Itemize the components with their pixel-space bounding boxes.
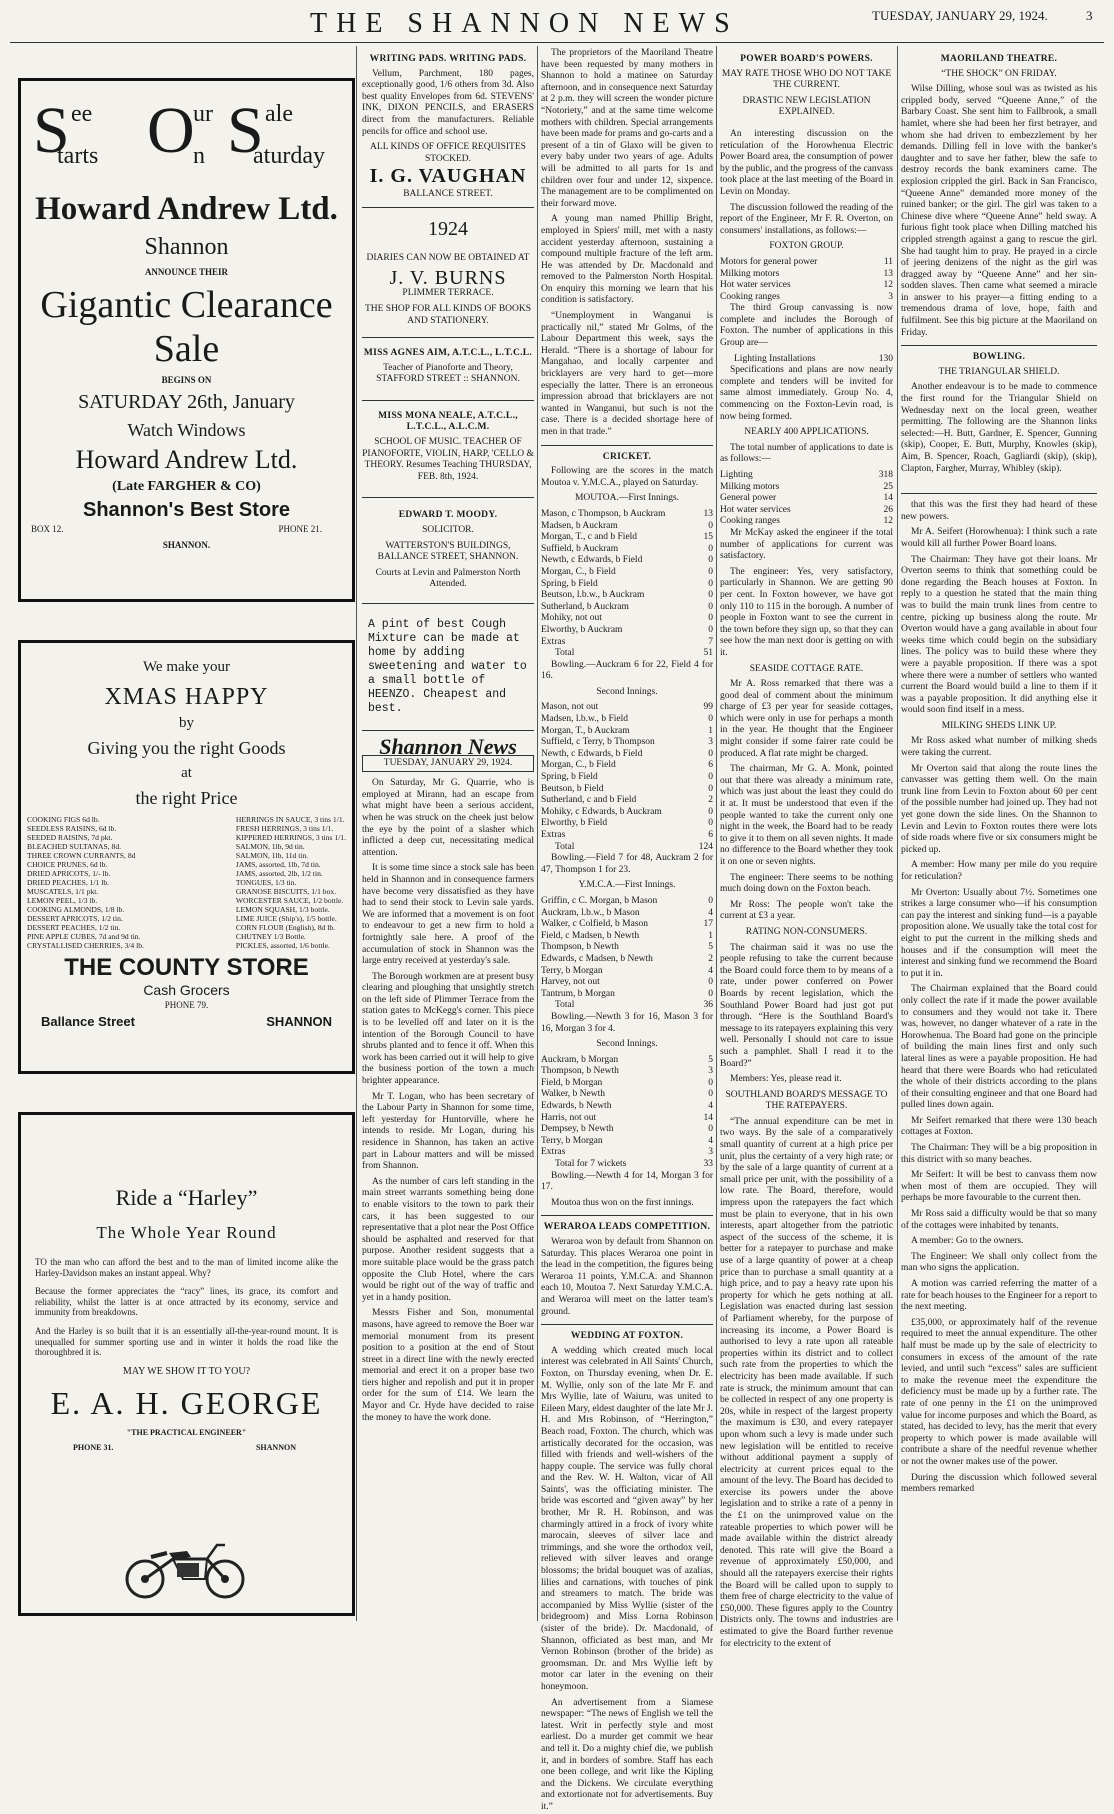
score-row: Auckram, b Morgan 5 — [541, 1054, 713, 1065]
milking-heading: MILKING SHEDS LINK UP. — [941, 720, 1057, 731]
score-row: Tantrum, b Morgan 0 — [541, 988, 713, 999]
moutoa-first-innings-heading: MOUTOA.—First Innings. — [574, 493, 680, 504]
price-item: SALMON, 1lb, 11d tin. — [235, 851, 309, 860]
price-item: COOKING ALMONDS, 1/8 lb. — [27, 905, 125, 914]
xmas-happy: XMAS HAPPY — [104, 684, 269, 710]
news-paragraph: The Borough workmen are at present busy clearing and ploughing that unsightly stretch on the left side of Plimmer Terrace from the station gates to McKegg's corner. This piece is to be levelled off and later on it is the intention of the Borough Council to have shrubs planted and to fence it off. When this work has been carried out it will help to give the business portion of the town a much brighter appearance. — [362, 971, 534, 1087]
price-item: LIME JUICE (Ship's), 1/5 bottle. — [235, 914, 337, 923]
news-paragraph: On Saturday, Mr G. Quarrie, who is employed at Mirann, had an escape from what might have been a serious accident, when he was struck on the cheek just below the eye by the point of a slasher which inflicted a deep cut, necessitating medical attention. — [362, 778, 534, 858]
shannon-news-title: Shannon News — [379, 734, 517, 759]
price-item: CHOICE PRUNES, 6d lb. — [27, 860, 108, 869]
score-row: Extras 7 — [541, 636, 713, 647]
score-row: Beutson, l.b.w., b Auckram 0 — [541, 590, 713, 601]
wedding-text: A wedding which created much local interest was celebrated in All Saints' Church, Foxton, on Thursday evening, when Dr. E. M. Wyllie, only son of the late Mr F. and Mrs Wyllie, late of Waiuru, was united to Eileen Mary, eldest daughter of the late Mr J. H. and Mrs Robinson, of “Herrington,” Beach road, Foxton. The church, which was artistically decorated for the occasion, was filled with friends and well-wishers of the happy couple. The service was fully choral and the Rev. W. H. Walton, vicar of All Saints', was the officiating minister. The bride was escorted and “given away” by her brother, Mr R. H. Robinson, and was charmingly attired in a frock of ivory white marocain, sleeves of silver lace and trimmings, and she wore the orthodox veil, relieved with silver leaves and orange blossoms; the bridal bouquet was of azalias, lilies and carnations, with touches of pink and streamers to match. The bride was accompanied by Miss Wyllie (sister of the bridegroom) and Miss Lorna Robinson (sister of the bride). Dr. Macdonald, of Shannon, officiated as best man, and Mr Vernon Robinson (brother of the bride) as groomsman. Dr. and Mrs Wyllie left by motor car later in the evening on their honeymoon. — [541, 1345, 713, 1692]
news-paragraph: The Chairman: They have got their loans. Mr Overton seems to think that something could be done regarding the Beach houses at Foxton. In reply to a question he stated that the main thing was to build the main trunk lines from centre to centre, picking up business along the route. Mr Overton would have a gang available in about four weeks time which could begin on the subsidiary lines. The policy was to build these where they were a payable proposition. If there was a spot where there were a number of settlers who wanted current the Board would build a line to them if it was a payable proposition. It did anything else it would soon find itself in a mess. — [901, 554, 1097, 716]
price-item: HERRINGS IN SAUCE, 3 tins 1/1. — [235, 815, 345, 824]
firm-town: Shannon — [144, 234, 229, 260]
ymca-first-bowling: Bowling.—Newth 3 for 16, Mason 3 for 16, Morgan 3 for 4. — [541, 1011, 713, 1034]
news-paragraph: Mr A. Seifert (Horowhenua): I think such a rate would kill all further Power Board loans. — [901, 527, 1097, 549]
county-store-name: THE COUNTY STORE — [64, 954, 309, 981]
score-row: Suffield, c Terry, b Thompson 3 — [541, 737, 713, 748]
clearance-headline: Gigantic Clearance — [40, 284, 333, 326]
application-row: Milking motors 25 — [720, 481, 893, 492]
application-row: Hot water services 26 — [720, 504, 893, 515]
right-price: the right Price — [135, 788, 238, 808]
score-row: Spring, b Field 0 — [541, 578, 713, 589]
harley-headline: Ride a “Harley” — [115, 1185, 258, 1210]
moutoa-second-bowling: Bowling.—Field 7 for 48, Auckram 2 for 47, Thompson 1 for 23. — [541, 853, 713, 875]
moutoa-first-innings — [541, 509, 713, 648]
foxton-group-heading: FOXTON GROUP. — [769, 241, 844, 252]
application-row: General power 14 — [720, 493, 893, 504]
masthead-rule — [10, 42, 1104, 43]
score-row: Harris, not out 14 — [541, 1112, 713, 1123]
price-list-left — [27, 815, 144, 950]
score-row: Morgan, C., b Field 6 — [541, 760, 713, 771]
score-row: Elworthy, b Auckram 0 — [541, 624, 713, 635]
score-row: Edwards, b Newth 4 — [541, 1101, 713, 1112]
diaries-text: DIARIES CAN NOW BE OBTAINED AT — [366, 253, 530, 264]
bowling-heading: BOWLING. — [972, 352, 1026, 363]
score-row: Morgan, T., b Auckram 1 — [541, 725, 713, 736]
score-row: Madsen, l.b.w., b Field 0 — [541, 714, 713, 725]
news-paragraph: The chairman said it was no use the people refusing to take the current because the Board could force them to by means of a rate, under power conferred on Power Boards by recent legislation, which the Southland Power Board had just got put through. “Here is the Southland Board's message to its ratepayers explaining this very well. Personally I should not care to issue such a pamphlet. Shall I read it to the Board?” — [720, 942, 893, 1069]
milking-paragraphs — [901, 736, 1097, 1495]
best-store: Shannon's Best Store — [82, 499, 290, 521]
column-rule — [356, 46, 357, 1621]
price-item: LEMON SQUASH, 1/3 bottle. — [235, 905, 330, 914]
score-row: Walker, c Colfield, b Mason 17 — [541, 919, 713, 930]
burns-shop: THE SHOP FOR ALL KINDS OF BOOKS AND STATIONERY. — [364, 303, 532, 326]
price-item: SALMON, 1lb, 9d tin. — [235, 842, 305, 851]
price-item: DESSERT APRICOTS, 1/2 tin. — [27, 914, 123, 923]
theatre-heading: MAORILAND THEATRE. — [940, 54, 1058, 64]
score-total: Total 124 — [555, 841, 713, 852]
score-row: Mohiky, c Edwards, b Auckram 0 — [541, 806, 713, 817]
theatre-text: Wilse Dilling, whose soul was as twisted as his crippled body, served “Queene Anne,” of the Barbary Coast. She sent him to Fallbrook, a small hamlet, where she had been her first betrayer, and whom she had driven to embezzlement by her demands. Dilling fell in love with the banker's daughter and to save her father, blew the safe to destroy records the bank examiners came. The explosion crippled the girl. Back in San Francisco, “Queene Anne” demanded more money of the ruined banker; or the girl. The girl was taken to a Chinese dive where “Queene Anne” held sway. A furious fight took place when Dilling matched his crippled strength against a gang to rescue the girl. She had taught him to pray. He prayed in a circle of jeering denizens of the night as the girl was dragged away by “Queene Anne” and her sin-sodden slaves. Then came what seemed a miracle in answer to his prayer—a fitting ending to a tremendous drama of love, hope, faith and fulfilment. See this big picture at the Maoriland on Friday. — [901, 84, 1097, 338]
howard-andrew-advertisement — [18, 78, 355, 602]
specifications: Specifications and plans are now nearly complete and tenders will be invited for same almost immediately. Group No. 4, commencing on the Foxton-Levin road, is now being formed. — [720, 365, 893, 422]
score-row: Walker, b Newth 0 — [541, 1089, 713, 1100]
wedding-heading: WEDDING AT FOXTON. — [570, 1331, 684, 1342]
news-paragraph: “Unemployment in Wanganui is practically nil,” stated Mr Golms, of the Labour Department this week, says the Herald. “There is a shortage of labour for Mangahao, and locally carpenter and bricklayers are very hard to get—more especially the latter. There is an erroneous impression abroad that bricklayers are not wanted in Wanganui, but such is not the case. There is a decided shortage here of men in that trade.” — [541, 311, 713, 437]
application-row: Cooking ranges 3 — [720, 291, 893, 302]
column-rule — [716, 46, 717, 1621]
news-paragraph: The proprietors of the Maoriland Theatre have been requested by many mothers in Shannon to hold a matinee on Saturday afternoon, and in consequence next Saturday at 2 p.m. they will screen the wonder picture “Notoriety,” and at the same time welcome mothers with children. Special arrangements have been made for prams and go-carts and a present of a tin of Glaxo will be given to every baby under two years of age. Adults will be admitted to all parts for 1s and children over four and under 12, sixpence. The management are to be complimented on their forward move. — [541, 48, 713, 209]
cricket-intro: Following are the scores in the match Moutoa v. Y.M.C.A., played on Saturday. — [541, 466, 713, 488]
application-row: Lighting 318 — [720, 470, 893, 480]
score-total: Total 51 — [555, 648, 713, 659]
score-row: Auckram, l.b.w., b Mason 4 — [541, 907, 713, 918]
news-paragraph: Members: Yes, please read it. — [730, 1074, 842, 1085]
application-row: Hot water services 12 — [720, 280, 893, 291]
news-paragraph: Mr Ross said a difficulty would be that so many of the cottages were inhabited by tenants. — [901, 1209, 1097, 1231]
practical-engineer: "THE PRACTICAL ENGINEER" — [126, 1427, 247, 1437]
may-we-show: MAY WE SHOW IT TO YOU? — [122, 1365, 251, 1377]
rating-heading: RATING NON-CONSUMERS. — [745, 926, 868, 937]
harley-para-2: Because the former appreciates the “racy” lines, its grace, its comfort and reliability, whilst the latter is at once attracted by its economy, service and immunity from breakdowns. — [35, 1286, 338, 1318]
news-paragraph: The Chairman: They will be a big proposition in this district with so many beaches. — [901, 1143, 1097, 1165]
local-paragraphs — [541, 48, 713, 439]
score-row: Spring, b Field 0 — [541, 772, 713, 783]
xmas-line-1: We make your — [142, 659, 231, 675]
begins-on: BEGINS ON — [161, 375, 212, 385]
box-number: BOX 12. — [31, 524, 64, 534]
ymca-second-bowling: Bowling.—Newth 4 for 14, Morgan 3 for 17. — [541, 1170, 713, 1193]
news-paragraph: Mr A. Ross remarked that there was a good deal of comment about the minimum charge of £3 per year for seaside cottages, which were only in use for perhaps a month in the year. He thought that the Engineer might consider if some fairer rate could be produced. A flat rate might be charged. — [720, 679, 893, 759]
news-paragraph: A member: Go to the owners. — [911, 1236, 1024, 1247]
score-row: Dempsey, b Newth 0 — [541, 1124, 713, 1135]
xmas-by: by — [179, 715, 194, 731]
news-paragraph: Mr Overton: Usually about 7½. Sometimes one strikes a large consumer who—if his consumption can pay the interest and sinking fund—is a payable proposition alone. We usually take the total cost for eight to put the current in the milking sheds and houses and if the consumption will meet the interest and sinking fund we recommend the Board to put it in. — [901, 887, 1097, 979]
price-item: KIPPERED HERRINGS, 3 tins 1/1. — [235, 833, 346, 842]
moody-heading: EDWARD T. MOODY. — [398, 510, 498, 521]
page-number: 3 — [1086, 8, 1093, 23]
score-row: Mason, c Thompson, b Auckram 13 — [541, 508, 713, 519]
burns-street: PLIMMER TERRACE. — [402, 288, 494, 299]
score-row: Newth, c Edwards, b Field 0 — [541, 555, 713, 566]
neale-text: SCHOOL OF MUSIC. TEACHER OF PIANOFORTE, VIOLIN, HARP, 'CELLO & THEORY. Resumes Teaching THURSDAY, FEB. 8th, 1924. — [362, 437, 534, 482]
score-row: Thompson, b Newth 3 — [541, 1066, 713, 1077]
news-paragraph: The Engineer: We shall only collect from the man who signs the application. — [901, 1251, 1097, 1274]
news-paragraph: A young man named Phillip Bright, employed in Spiers' mill, met with a nasty accident yesterday afternoon, sustaining a compound multiple fracture of the left arm. He was attended by Dr. Macdonald and removed to the Palmerston North Hospital. On enquiry this morning we learn that his condition is satisfactory. — [541, 214, 713, 306]
price-item: JAMS, assorted, 2lb, 1/2 tin. — [235, 869, 323, 878]
office-requisites: ALL KINDS OF OFFICE REQUISITES STOCKED. — [370, 142, 526, 164]
county-phone: PHONE 79. — [164, 1000, 209, 1010]
harley-subhead: The Whole Year Round — [96, 1223, 277, 1242]
score-row: Field, b Morgan 0 — [541, 1077, 713, 1088]
price-item: MUSCATELS, 1/1 pkt. — [27, 887, 99, 896]
score-row: Beutson, b Field 0 — [541, 783, 713, 794]
score-row: Terry, b Morgan 4 — [541, 965, 713, 976]
score-row: Madsen, b Auckram 0 — [541, 520, 713, 531]
george-name: E. A. H. GEORGE — [50, 1384, 323, 1421]
applications-list — [720, 470, 893, 528]
burns-name: J. V. BURNS — [389, 266, 507, 289]
cricket-heading: CRICKET. — [602, 451, 652, 462]
news-paragraph: Mr Ross: The people won't take the current at £3 a year. — [720, 899, 893, 922]
score-row: Suffield, b Auckram 0 — [541, 543, 713, 554]
foxton-list — [720, 257, 893, 303]
mckay-question: Mr McKay asked the engineer if the total number of applications for current was satisfactory. — [720, 527, 893, 562]
nearly-400-text: The total number of applications to date is as follows:— — [720, 442, 893, 465]
power-board-heading: POWER BOARD'S POWERS. — [740, 54, 873, 64]
moutoa-first-bowling: Bowling.—Auckram 6 for 22, Field 4 for 16. — [541, 659, 713, 682]
george-town: SHANNON — [255, 1442, 296, 1452]
ymca-second-innings — [541, 1055, 713, 1159]
price-item: DESSERT PEACHES, 1/2 tin. — [27, 923, 121, 932]
price-item: LEMON PEEL, 1/3 lb. — [27, 896, 98, 905]
score-row: Edwards, c Madsen, b Newth 2 — [541, 953, 713, 964]
score-total: Total 36 — [555, 1000, 713, 1011]
news-paragraph: Mr Ross asked what number of milking sheds were taking the current. — [901, 736, 1097, 759]
score-row: Extras 6 — [541, 830, 713, 840]
news-paragraph: It is some time since a stock sale has been held in Shannon and in consequence farmers have become very dissatisfied as they have had to send their stock to Levin sale yards. We are informed that a movement is on foot to endeavour to get a new firm to hold a fortnightly sale here. A proof of the accumulation of stock in Shannon was the large entry received at yesterday's sale. — [362, 863, 534, 967]
news-paragraph: A member: How many per mile do you require for reticulation? — [901, 860, 1097, 882]
harley-advertisement — [18, 1112, 355, 1616]
firm-name-2: Howard Andrew Ltd. — [75, 445, 298, 474]
score-row: Mason, not out 99 — [541, 702, 713, 713]
news-paragraph: During the discussion which followed several members remarked — [901, 1472, 1097, 1495]
ballance-street: Ballance Street — [41, 1014, 135, 1029]
price-item: WORCESTER SAUCE, 1/2 bottle. — [235, 896, 344, 905]
column-2 — [362, 48, 534, 1618]
score-row: Sutherland, b Auckram 0 — [541, 601, 713, 612]
price-item: THREE CROWN CURRANTS, 8d — [27, 851, 136, 860]
score-row: Extras 3 — [541, 1147, 713, 1158]
application-row: Motors for general power 11 — [720, 256, 893, 267]
seaside-paragraphs — [720, 679, 893, 923]
firm-name: Howard Andrew Ltd. — [35, 191, 338, 227]
score-row: Newth, c Edwards, b Field 0 — [541, 748, 713, 759]
power-intro-2: The discussion followed the reading of the report of the Engineer, Mr F. R. Overton, on consumers' installations, as follows:— — [720, 202, 893, 236]
price-item: CHUTNEY 1/3 Bottle. — [235, 932, 306, 941]
score-row: Field, c Madsen, b Newth 1 — [541, 930, 713, 941]
news-paragraph: Mr T. Logan, who has been secretary of the Labour Party in Shannon for some time, left yesterday for Huntorville, where he intends to reside. Mr Logan, during his residence in Shannon, has taken an active part in Labour matters and will be missed from Shannon. — [362, 1091, 534, 1172]
news-paragraph: Mr Overton said that along the route lines the canvasser was getting them well. On the main trunk line from Levin to Foxton about 60 per cent of the possible number had joined up. They had not yet gone down the side lines. On the Shannon to Levin and Levin to Foxton routes there were lots of side roads where five or six consumers might be picked up. — [901, 763, 1097, 855]
lighting-installations: Lighting Installations 130 — [734, 353, 893, 364]
price-item: CORN FLOUR (English), 8d lb. — [235, 923, 336, 932]
seaside-heading: SEASIDE COTTAGE RATE. — [749, 663, 864, 674]
weraroa-text: Weraroa won by default from Shannon on Saturday. This places Weraroa one point in the lead in the competition, the figures being Weraroa 11 points, Y.M.C.A. and Shannon each 10, Moutoa 7. Next Saturday Y.M.C.A. and Weraroa will meet on the latter team's ground. — [541, 1237, 713, 1317]
moutoa-second-innings-heading: Second Innings. — [596, 686, 658, 697]
news-paragraph: Mr Seifert: It will be best to canvass them now when most of them are occupied. They will perhaps be more favourable to the current then. — [901, 1170, 1097, 1204]
power-board-sub-1: MAY RATE THOSE WHO DO NOT TAKE THE CURRENT. — [721, 68, 892, 91]
score-row: Sutherland, c and b Field 2 — [541, 795, 713, 806]
sale-date: SATURDAY 26th, January — [78, 391, 295, 413]
harley-para-3: And the Harley is so built that it is an essentially all-the-year-round mount. It is unequalled for summer sporting use and in winter it holds the road like the thoroughbred it is. — [35, 1325, 338, 1358]
issue-date: TUESDAY, JANUARY 29, 1924. — [872, 8, 1048, 23]
shannon-footer: SHANNON. — [162, 540, 211, 550]
county-town: SHANNON — [266, 1014, 332, 1029]
southland-heading: SOUTHLAND BOARD'S MESSAGE TO THE RATEPAYERS. — [725, 1089, 888, 1112]
price-item: FRESH HERRINGS, 3 tins 1/1. — [235, 824, 334, 833]
late-fargher: (Late FARGHER & CO) — [112, 479, 261, 494]
ymca-first-innings — [541, 896, 713, 1000]
weraroa-heading: WERAROA LEADS COMPETITION. — [543, 1222, 711, 1233]
diary-year: 1924 — [428, 217, 468, 240]
motorcycle-illustration — [121, 1533, 251, 1603]
cricket-result: Moutoa thus won on the first innings. — [551, 1197, 694, 1208]
application-row: Cooking ranges 12 — [720, 516, 893, 527]
application-row: Milking motors 13 — [720, 268, 893, 279]
price-list — [21, 809, 352, 950]
nearly-400-heading: NEARLY 400 APPLICATIONS. — [744, 427, 869, 438]
price-item: TONGUES, 1/3 tin. — [235, 878, 297, 887]
see-our-sale-lettering: S ee tarts O ur n S ale aturday — [33, 94, 325, 169]
vaughan-street: BALLANCE STREET. — [403, 188, 493, 199]
ymca-second-innings-heading: Second Innings. — [596, 1039, 658, 1050]
news-paragraph: As the number of cars left standing in the main street warrants something being done to enable visitors to the town to park their cars, it has been suggested to our representative that a plot near the Post Office should be asphalted and reserved for that purpose. Another resident suggests that a more suitable place would be the grass patch opposite the Club Hotel, where the cars would be right out of the way of traffic and yet in a handy position. — [362, 1176, 534, 1303]
score-row: Elworthy, b Field 0 — [541, 818, 713, 829]
xmas-at: at — [181, 765, 192, 781]
moutoa-second-innings — [541, 702, 713, 841]
news-paragraph: A motion was carried referring the matter of a rate for beach houses to the Engineer for a report to the next meeting. — [901, 1279, 1097, 1313]
ymca-first-innings-heading: Y.M.C.A.—First Innings. — [578, 880, 676, 891]
neale-heading: MISS MONA NEALE, A.T.C.L., L.T.C.L., A.L.C.M. — [378, 410, 518, 433]
news-paragraph: The chairman, Mr G. A. Monk, pointed out that there was already a minimum rate, which was just about the least they could do it at. It must be understood that even if the people wanted to take the current only one night in the week, the Board had to be ready to give it to them on all seven nights. It made no difference to the Board whether they took it on one or seven nights. — [720, 764, 893, 867]
score-row: Thompson, b Newth 5 — [541, 942, 713, 953]
price-item: DRIED APRICOTS, 1/- lb. — [27, 869, 111, 878]
moody-text: WATTERSTON'S BUILDINGS, BALLANCE STREET, SHANNON. — [377, 540, 519, 563]
sale-headline: Sale — [153, 328, 220, 370]
price-item: SEEDED RAISINS, 7d pkt. — [27, 833, 113, 842]
price-item: PICKLES, assorted, 1/6 bottle. — [235, 941, 330, 950]
harley-para-1: TO the man who can afford the best and to the man of limited income alike the Harley-Davidson makes an instant appeal. Why? — [35, 1257, 338, 1278]
column-3 — [541, 48, 713, 1812]
news-paragraph: £35,000, or approximately half of the revenue required to meet the annual expenditure. The other half must be made up by the sale of electricity to consumers in excess of the amount of the rate levied, and until such “excess” sales are sufficient to make the revenue meet the expenditure the deficiency must be made up by a further rate. The rate of one penny in the £1 on the unimproved value for income purposes and which the Board, as stated, has decided to levy, has the merit that every property to which power is made available will contribute a share of the needful revenue whether or not the owner makes use of the power. — [901, 1317, 1097, 1467]
price-list-right — [236, 815, 346, 950]
bowling-text: Another endeavour is to be made to commence the first round for the Triangular Shield on Wednesday next on the local green, weather permitting. The following are the Shannon links selected:—H. Butt, Gardner, E. Spencer, Gunning (skip), Cooper, E. Butt, Murphy, Knowles (skip), Aim, B. Spencer, Roach, Gagliardi (skip), (skip), Clapton, Fargher, Murray, Whibley (skip). — [901, 382, 1097, 474]
power-continued — [901, 500, 1097, 717]
column-rule — [897, 46, 898, 1621]
power-intro: An interesting discussion on the reticulation of the Horowhenua Electric Power Board area, the consumption of power by the public, and the progress of the canvass took place at the last meeting of the Board in Levin on Monday. — [720, 128, 893, 197]
news-paragraph: that this was the first they had heard of these new powers. — [901, 500, 1097, 522]
engineer-reply: The engineer: Yes, very satisfactory, particularly in Shannon. We are getting 90 per cent. In Foxton however, we have got only 110 to 115 in the borough. A number of people in Foxton want to see the current in the town before they sign up, so that they can see how the man next door is getting on with it. — [720, 566, 893, 658]
column-5 — [901, 48, 1097, 1618]
theatre-sub: “THE SHOCK” ON FRIDAY. — [941, 68, 1057, 79]
right-goods: Giving you the right Goods — [87, 738, 286, 758]
price-item: JAMS, assorted, 1lb, 7d tin. — [235, 860, 321, 869]
score-row: Harvey, not out 0 — [541, 977, 713, 988]
price-item: GRANOSE BISCUITS, 1/1 box. — [235, 887, 337, 896]
masthead — [0, 0, 1114, 44]
column-4 — [720, 48, 893, 1649]
price-item: PINE APPLE CUBES, 7d and 9d tin. — [27, 932, 141, 941]
score-row: Morgan, T., c and b Field 15 — [541, 532, 713, 543]
news-paragraph: Messrs Fisher and Son, monumental masons, have agreed to remove the Boer war memorial monument from its present position to a position at the end of Stout street in a direct line with the newly erected memorial and erect it on a proper base two tiers higher and repolish and put it in proper order for the sum of £14. We learn the Mayor and Cr. Hyde have decided to raise the money to have the work done. — [362, 1308, 534, 1423]
third-group: The third Group canvassing is now complete and includes the Borough of Foxton. The number of applications in this Group are— — [720, 303, 893, 349]
southland-message: “The annual expenditure can be met in two ways. By the sale of a comparatively small quantity of current at a high price per unit, plus the certainty of a very high rate; or by the sale of a large quantity of current at a small price per unit, with the possibility of a low rate. The Board, therefore, would impress upon the ratepayers the fact which must be plain to everyone, that in his own interests, apart altogether from the patriotic aspect of the success of the scheme, it is better for a ratepayer to purchase and make use of a large quantity of power at a cheap price than to purchase a small quantity at a high price, and to pay a heavy rate upon his property for which he gets nothing at all. Legislation was enacted during last session of Parliament whereby, for the purpose of increasing its income, a Power Board is authorised to levy a rate upon all rateable properties within its district and to collect such rate from the properties to which the electricity has been made available. If such rate is struck, the minimum amount that can be collected in respect of any one property is 20s, while in respect of the largest property the maximum is £30, and every ratepayer upon whom such a levy is made under such new legislation will be entitled to receive without additional payment a supply of electricity at current prices equal to the amount of the levy. The Board has decided to exercise its powers under the above legislation and to strike a rate of a penny in the £1 on the unimproved value on the rateable properties to which power will be made available within the district already denoted. This rate will give the Board a revenue of approximately £50,000, and should all the ratepayers exercise their rights the Board will be called upon to supply to them free of charge electricity to the value of £50,000. These figures apply to the Country Districts only. The towns and industries are estimated to give the Board further revenue for electricity to the extent of — [720, 1116, 893, 1649]
score-row: Griffin, c C. Morgan, b Mason 0 — [541, 895, 713, 906]
news-paragraph: The engineer: There seems to be nothing much doing down on the Foxton beach. — [720, 872, 893, 895]
vaughan-name: I. G. VAUGHAN — [369, 165, 527, 188]
price-item: SEEDLESS RAISINS, 6d lb. — [27, 824, 117, 833]
score-row: Morgan, C., b Field 0 — [541, 566, 713, 577]
shannon-news-items — [362, 778, 534, 1424]
price-item: COOKING FIGS 6d lb. — [27, 815, 100, 824]
price-item: DRIED PEACHES, 1/1 lb. — [27, 878, 110, 887]
power-board-sub-2: DRASTIC NEW LEGISLATION EXPLAINED. — [742, 95, 871, 118]
aim-text: Teacher of Pianoforte and Theory, STAFFORD STREET :: SHANNON. — [376, 362, 520, 385]
writing-pads-text: Vellum, Parchment, 180 pages, exceptionally good, 1/6 others from 3d. Also best quality Envelopes from 6d. STEVENS' INK, DIXON PENCILS, and ERASERS direct from the manufacturers. Reliable pencils for office and school use. — [362, 68, 534, 137]
shannon-news-date: TUESDAY, JANUARY 29, 1924. — [362, 755, 534, 773]
county-store-advertisement — [18, 640, 355, 1074]
announce-text: ANNOUNCE THEIR — [144, 267, 229, 277]
newspaper-title: THE SHANNON NEWS — [310, 8, 739, 39]
price-item: BLEACHED SULTANAS, 8d. — [27, 842, 122, 851]
bowling-sub: THE TRIANGULAR SHIELD. — [938, 366, 1060, 377]
phone-number: PHONE 21. — [278, 524, 322, 534]
writing-pads-heading: WRITING PADS. WRITING PADS. — [369, 54, 527, 64]
price-item: CRYSTALLISED CHERRIES, 3/4 lb. — [27, 941, 144, 950]
score-total: Total for 7 wickets 33 — [555, 1159, 713, 1170]
aim-heading: MISS AGNES AIM, A.T.C.L., L.T.C.L. — [363, 348, 533, 359]
cash-grocers: Cash Grocers — [143, 982, 230, 998]
news-paragraph: Mr Seifert remarked that there were 130 beach cottages at Foxton. — [901, 1115, 1097, 1138]
moody-sub: SOLICITOR. — [422, 525, 474, 536]
column-rule — [537, 46, 538, 1621]
watch-windows: Watch Windows — [127, 420, 246, 440]
george-phone: PHONE 31. — [73, 1442, 114, 1452]
news-paragraph: The Chairman explained that the Board could only collect the rate if it made the power available to consumers and they would not take it. There was, however, no danger whatever of a rate in the Horowhenua. The Board had gone on the principle of building the main lines first and only such lateral lines as were a payable proposition. He had heard that there were Boards who had reticulated the whole of their districts according to the plans of their consulting engineer and that one Board had pulled lines down again. — [901, 984, 1097, 1111]
cough-mixture-ad: A pint of best Cough Mixture can be made at home by adding sweetening and water to a small bottle of HEENZO. Cheapest and best. — [368, 618, 527, 715]
rating-paragraphs — [720, 943, 893, 1086]
siamese-advert: An advertisement from a Siamese newspaper: “The news of English we tell the latest. Writ in perfectly style and most earliest. Do a murder get commit we hear and tell it. Do a mighty chief die, we publish it, and in borders of sombre. Staff has each one been college, and writ like the Kipling and the Dickens. We circulate everything and extortionate not for advertisements. Buy it.” — [541, 1697, 713, 1812]
score-row: Mohiky, not out 0 — [541, 613, 713, 624]
moody-courts: Courts at Levin and Palmerston North Attended. — [375, 567, 521, 590]
score-row: Terry, b Morgan 4 — [541, 1135, 713, 1146]
